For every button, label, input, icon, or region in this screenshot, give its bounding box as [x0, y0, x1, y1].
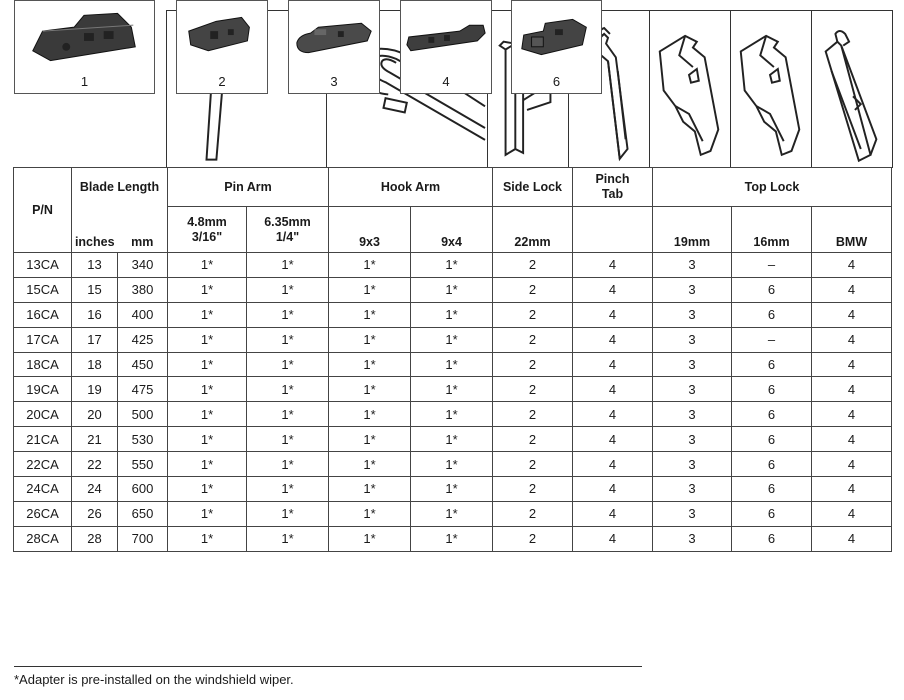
table-cell: 13CA [14, 253, 72, 278]
adapter-label: 4 [442, 74, 450, 89]
table-cell: 1* [247, 302, 329, 327]
table-cell: 1* [411, 501, 493, 526]
table-row [14, 327, 892, 352]
table-cell: 1* [329, 501, 411, 526]
table-cell: 22CA [14, 452, 72, 477]
table-cell: 2 [493, 352, 573, 377]
table-cell: 3 [653, 277, 732, 302]
table-cell: 6 [732, 302, 812, 327]
table-cell: 19 [72, 377, 118, 402]
table-cell: 1* [168, 377, 247, 402]
table-row [14, 402, 892, 427]
table-cell: 1* [329, 302, 411, 327]
table-cell: 2 [493, 277, 573, 302]
table-cell: 380 [118, 277, 168, 302]
table-cell: 2 [493, 402, 573, 427]
table-cell: 1* [168, 327, 247, 352]
table-cell: 1* [247, 377, 329, 402]
table-cell: 1* [329, 526, 411, 551]
table-cell: 4 [812, 526, 892, 551]
table-cell: 15 [72, 277, 118, 302]
adapter-label: 6 [552, 74, 561, 89]
table-cell: 1* [329, 352, 411, 377]
table-cell: 4 [812, 352, 892, 377]
table-cell: 1* [168, 277, 247, 302]
table-cell: 1* [168, 402, 247, 427]
adapter-label: 2 [218, 74, 226, 89]
header-side-22mm: 22mm [493, 207, 573, 253]
adapter-card-2 [176, 0, 268, 94]
table-cell: 2 [493, 302, 573, 327]
table-cell: 4 [573, 277, 653, 302]
table-row [14, 452, 892, 477]
footnote-divider [14, 666, 642, 667]
table-cell: 4 [573, 377, 653, 402]
table-cell: 28 [72, 526, 118, 551]
table-cell: 26CA [14, 501, 72, 526]
table-cell: 1* [247, 277, 329, 302]
footnote: *Adapter is pre-installed on the windshield wiper. [14, 672, 294, 687]
table-cell: 4 [812, 402, 892, 427]
header-hook-9x3: 9x3 [329, 207, 411, 253]
table-cell: 1* [411, 377, 493, 402]
table-cell: 1* [247, 501, 329, 526]
header-hook-9x4: 9x4 [411, 207, 493, 253]
table-cell: 4 [812, 253, 892, 278]
table-cell: 1* [411, 302, 493, 327]
table-cell: 700 [118, 526, 168, 551]
table-cell: 6 [732, 352, 812, 377]
table-cell: 2 [493, 501, 573, 526]
table-cell: 1* [411, 327, 493, 352]
table-cell: 1* [329, 477, 411, 502]
table-cell: 1* [247, 427, 329, 452]
table-cell: 28CA [14, 526, 72, 551]
top-lock-19mm-illustration-icon [649, 10, 731, 168]
table-cell: 22 [72, 452, 118, 477]
table-cell: 1* [247, 352, 329, 377]
table-cell: 4 [573, 427, 653, 452]
table-cell: 6 [732, 477, 812, 502]
table-cell: 1* [247, 477, 329, 502]
header-pin-48mm-line2: 3/16" [191, 229, 223, 244]
header-top-bmw: BMW [812, 207, 892, 253]
table-cell: 1* [168, 477, 247, 502]
table-cell: 13 [72, 253, 118, 278]
table-cell: 3 [653, 377, 732, 402]
header-pin-635mm-line1: 6.35mm [264, 214, 311, 229]
table-row [14, 253, 892, 278]
header-top-19mm: 19mm [653, 207, 732, 253]
table-cell: 4 [812, 477, 892, 502]
table-cell: 2 [493, 253, 573, 278]
table-cell: 3 [653, 452, 732, 477]
table-cell: 2 [493, 327, 573, 352]
table-cell: 1* [329, 402, 411, 427]
table-cell: 6 [732, 377, 812, 402]
adapter-1-icon [15, 1, 154, 73]
table-cell: 3 [653, 253, 732, 278]
compatibility-table [13, 167, 892, 552]
table-row [14, 277, 892, 302]
table-row [14, 302, 892, 327]
adapter-label: 3 [330, 74, 338, 89]
table-cell: 3 [653, 302, 732, 327]
table-cell: 24CA [14, 477, 72, 502]
table-cell: 1* [329, 427, 411, 452]
adapter-card-6 [511, 0, 602, 94]
table-cell: 4 [573, 452, 653, 477]
table-body [14, 253, 892, 552]
table-row [14, 427, 892, 452]
header-pin-48mm [168, 207, 247, 253]
table-cell: 1* [329, 377, 411, 402]
table-cell: 6 [732, 402, 812, 427]
table-cell: 1* [411, 352, 493, 377]
table-cell: 6 [732, 452, 812, 477]
header-side-lock: Side Lock [493, 168, 573, 207]
table-cell: 16CA [14, 302, 72, 327]
table-cell: 15CA [14, 277, 72, 302]
table-cell: 1* [411, 477, 493, 502]
table-cell: 530 [118, 427, 168, 452]
table-cell: 3 [653, 477, 732, 502]
table-cell: 1* [247, 526, 329, 551]
adapter-6-icon [512, 1, 601, 73]
table-cell: 1* [329, 277, 411, 302]
header-pin-635mm [247, 207, 329, 253]
table-cell: 4 [812, 327, 892, 352]
table-cell: 3 [653, 327, 732, 352]
header-pinch-tab [573, 168, 653, 207]
table-cell: 21CA [14, 427, 72, 452]
header-pin-635mm-line2: 1/4" [275, 229, 300, 244]
table-cell: 1* [168, 526, 247, 551]
table-cell: 1* [411, 253, 493, 278]
table-row [14, 501, 892, 526]
table-cell: 16 [72, 302, 118, 327]
table-cell: 4 [812, 377, 892, 402]
table-cell: 20CA [14, 402, 72, 427]
table-cell: 450 [118, 352, 168, 377]
table-cell: 20 [72, 402, 118, 427]
table-cell: 4 [812, 427, 892, 452]
table-cell: 650 [118, 501, 168, 526]
table-cell: 1* [247, 452, 329, 477]
table-cell: 6 [732, 526, 812, 551]
table-cell: 1* [168, 501, 247, 526]
table-row [14, 377, 892, 402]
table-cell: 6 [732, 501, 812, 526]
header-pinch-sub [573, 207, 653, 253]
header-mm: mm [118, 207, 168, 253]
table-cell: 3 [653, 402, 732, 427]
table-cell: 6 [732, 427, 812, 452]
table-cell: 3 [653, 427, 732, 452]
table-cell: 1* [411, 402, 493, 427]
header-blade-length: Blade Length [72, 168, 168, 207]
header-inches: inches [72, 207, 118, 253]
table-cell: 1* [168, 352, 247, 377]
table-cell: 1* [411, 526, 493, 551]
table-cell: 1* [411, 452, 493, 477]
table-cell: 4 [812, 302, 892, 327]
table-cell: 1* [168, 452, 247, 477]
table-cell: 24 [72, 477, 118, 502]
header-top-16mm: 16mm [732, 207, 812, 253]
table-cell: 4 [573, 501, 653, 526]
header-pn: P/N [14, 168, 72, 253]
adapter-card-3 [288, 0, 380, 94]
header-pinch-tab-line2: Tab [601, 187, 624, 201]
table-cell: 21 [72, 427, 118, 452]
table-cell: 340 [118, 253, 168, 278]
table-cell: 2 [493, 377, 573, 402]
header-pinch-tab-line1: Pinch [595, 172, 630, 186]
table-cell: 4 [573, 352, 653, 377]
table-cell: 3 [653, 501, 732, 526]
table-cell: 4 [812, 277, 892, 302]
table-cell: 600 [118, 477, 168, 502]
table-cell: 3 [653, 352, 732, 377]
table-cell: 6 [732, 277, 812, 302]
table-cell: 1* [247, 253, 329, 278]
table-cell: 4 [812, 501, 892, 526]
table-cell: 1* [168, 427, 247, 452]
adapter-4-icon [401, 1, 491, 73]
table-cell: 500 [118, 402, 168, 427]
table-cell: 1* [329, 253, 411, 278]
table-row [14, 352, 892, 377]
table-cell: 18 [72, 352, 118, 377]
header-pin-arm: Pin Arm [168, 168, 329, 207]
adapter-2-icon [177, 1, 267, 73]
table-cell: 2 [493, 452, 573, 477]
table-cell: 4 [573, 477, 653, 502]
table-cell: 1* [329, 327, 411, 352]
table-cell: 550 [118, 452, 168, 477]
top-lock-16mm-illustration-icon [730, 10, 812, 168]
header-hook-arm: Hook Arm [329, 168, 493, 207]
table-cell: 18CA [14, 352, 72, 377]
adapter-card-4 [400, 0, 492, 94]
table-cell: 1* [168, 253, 247, 278]
table-cell: 2 [493, 477, 573, 502]
table-cell: 4 [573, 253, 653, 278]
top-lock-bmw-illustration-icon [811, 10, 893, 168]
table-cell: 2 [493, 427, 573, 452]
table-cell: 1* [168, 302, 247, 327]
adapter-card-1 [14, 0, 155, 94]
table-cell: 26 [72, 501, 118, 526]
table-cell: 4 [573, 327, 653, 352]
table-cell: 475 [118, 377, 168, 402]
table-cell: – [732, 253, 812, 278]
table-cell: 17 [72, 327, 118, 352]
adapter-3-icon [289, 1, 379, 73]
table-cell: 4 [573, 302, 653, 327]
table-cell: 4 [573, 526, 653, 551]
table-cell: 1* [247, 402, 329, 427]
table-row [14, 477, 892, 502]
table-cell: 19CA [14, 377, 72, 402]
table-cell: 1* [247, 327, 329, 352]
table-cell: 4 [573, 402, 653, 427]
header-top-lock: Top Lock [653, 168, 892, 207]
table-cell: 1* [411, 427, 493, 452]
table-cell: 1* [329, 452, 411, 477]
table-cell: 2 [493, 526, 573, 551]
table-cell: 1* [411, 277, 493, 302]
adapter-label: 1 [80, 74, 89, 89]
table-cell: 3 [653, 526, 732, 551]
table-row [14, 526, 892, 551]
header-pin-48mm-line1: 4.8mm [187, 214, 227, 229]
table-cell: – [732, 327, 812, 352]
table-cell: 17CA [14, 327, 72, 352]
table-cell: 4 [812, 452, 892, 477]
table-cell: 400 [118, 302, 168, 327]
table-cell: 425 [118, 327, 168, 352]
